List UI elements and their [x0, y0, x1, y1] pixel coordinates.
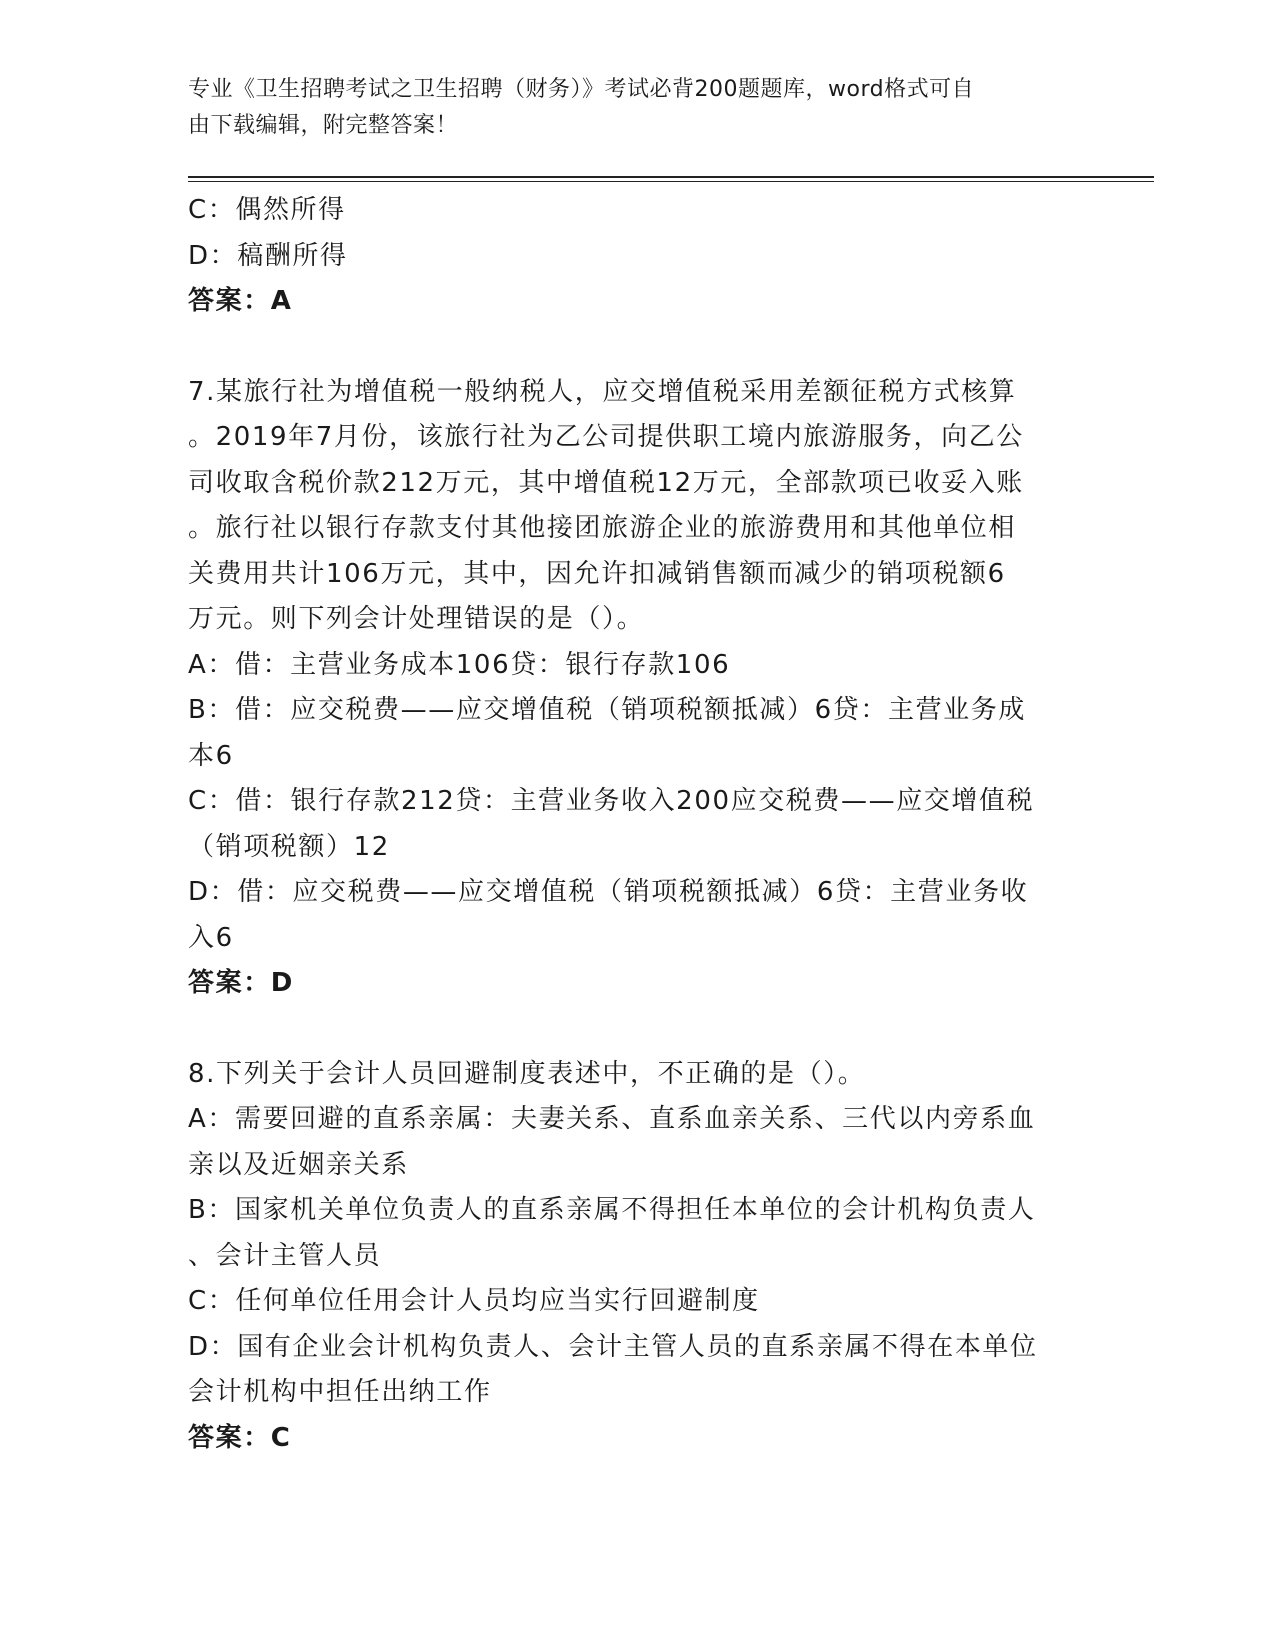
question-stem-line: 关费用共计106万元，其中，因允许扣减销售额而减少的销项税额6 [188, 558, 1006, 589]
question-7 [188, 370, 1088, 1007]
option-line: D：国有企业会计机构负责人、会计主管人员的直系亲属不得在本单位 [188, 1331, 1038, 1362]
header-line-1: 专业《卫生招聘考试之卫生招聘（财务）》考试必背200题题库，word格式可自 [188, 77, 975, 102]
option-line: B：国家机关单位负责人的直系亲属不得担任本单位的会计机构负责人 [188, 1195, 1036, 1225]
answer: 答案：A [188, 286, 293, 316]
option-line: A：借：主营业务成本106贷：银行存款106 [188, 649, 731, 680]
document-header [188, 72, 1068, 144]
question-stem-line: 。2019年7月份，该旅行社为乙公司提供职工境内旅游服务，向乙公 [188, 422, 1024, 452]
option-line: 本6 [188, 740, 234, 771]
header-rule-thick [188, 176, 1154, 178]
question-stem-line: 7.某旅行社为增值税一般纳税人，应交增值税采用差额征税方式核算 [188, 376, 1017, 407]
answer: 答案：D [188, 968, 294, 998]
header-line-2: 由下载编辑，附完整答案！ [188, 113, 459, 138]
option-line: 亲以及近姻亲关系 [188, 1149, 409, 1180]
question-stem-line: 司收取含税价款212万元，其中增值税12万元，全部款项已收妥入账 [188, 467, 1024, 498]
option-line: C：借：银行存款212贷：主营业务收入200应交税费——应交增值税 [188, 786, 1035, 816]
option-line: D：借：应交税费——应交增值税（销项税额抵减）6贷：主营业务收 [188, 877, 1029, 907]
document-body [188, 188, 1088, 1461]
question-8 [188, 1052, 1088, 1462]
question-stem-line: 8.下列关于会计人员回避制度表述中，不正确的是（）。 [188, 1058, 866, 1089]
option-line: 入6 [188, 922, 234, 953]
option-line: （销项税额）12 [188, 831, 390, 862]
option-line: 会计机构中担任出纳工作 [188, 1377, 492, 1407]
previous-question-block [188, 188, 1088, 325]
question-stem-line: 。旅行社以银行存款支付其他接团旅游企业的旅游费用和其他单位相 [188, 513, 1017, 543]
option-line: B：借：应交税费——应交增值税（销项税额抵减）6贷：主营业务成 [188, 695, 1026, 725]
answer: 答案：C [188, 1422, 292, 1453]
option-line: A：需要回避的直系亲属：夫妻关系、直系血亲关系、三代以内旁系血 [188, 1104, 1036, 1134]
option-c: C：偶然所得 [188, 195, 346, 225]
spacer [188, 1007, 1088, 1052]
spacer [188, 325, 1088, 370]
option-line: 、会计主管人员 [188, 1240, 382, 1271]
header-rule-thin [188, 181, 1154, 182]
option-line: C：任何单位任用会计人员均应当实行回避制度 [188, 1286, 760, 1316]
option-d: D：稿酬所得 [188, 240, 348, 271]
question-stem-line: 万元。则下列会计处理错误的是（）。 [188, 604, 645, 634]
